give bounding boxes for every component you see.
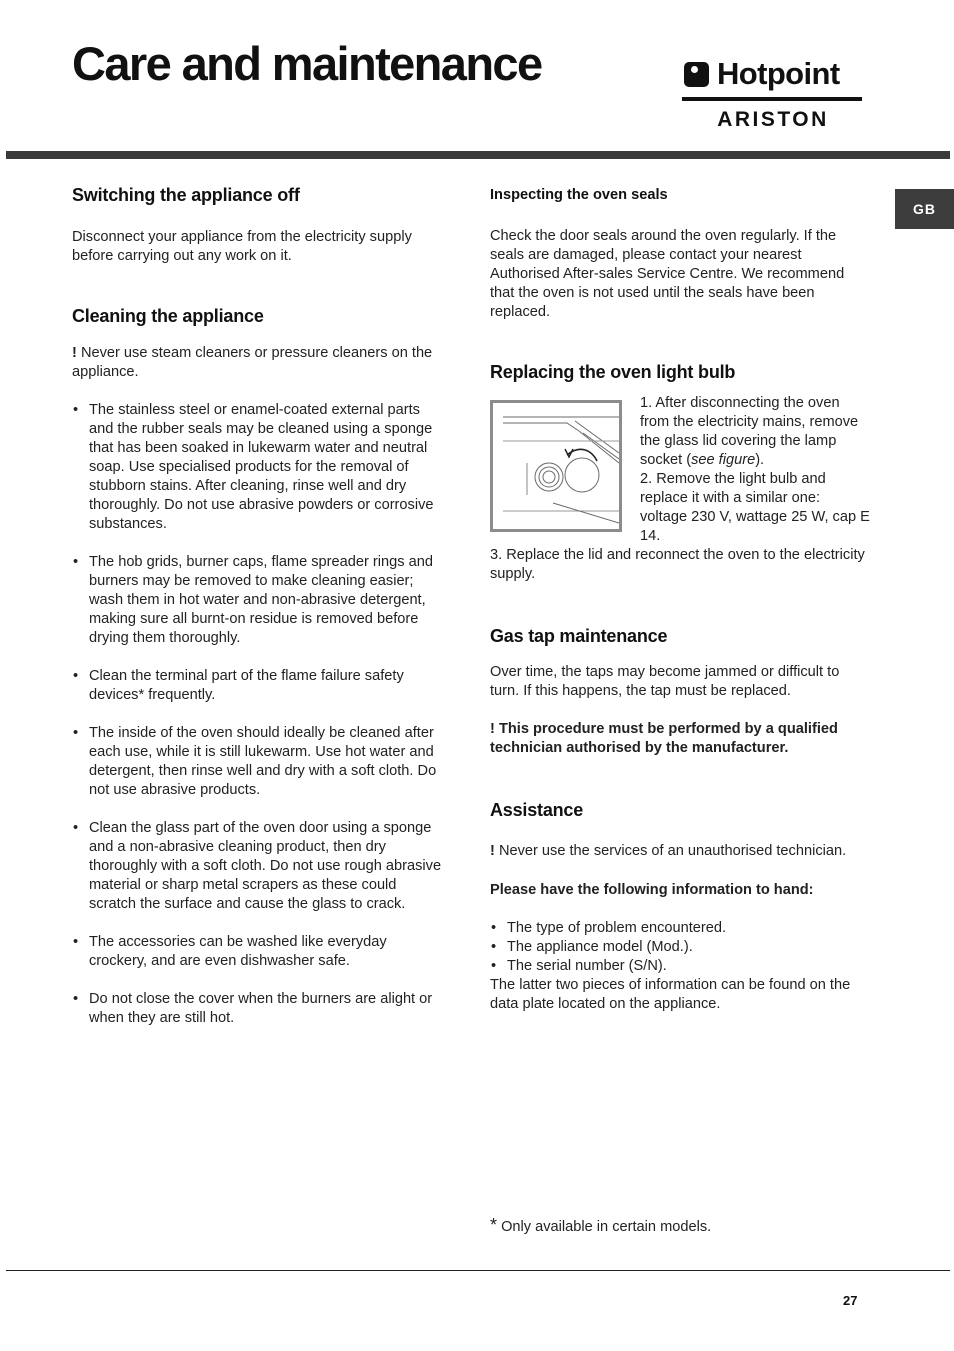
bulb-step-1: [640, 394, 870, 470]
oven-lamp-illustration-icon: [493, 403, 619, 529]
list-item: • The inside of the oven should ideally be cleaned after each use, while it is still lukewarm. Use hot water and detergent, then rinse well and dry with a soft cloth. Do not use abrasive products.: [72, 724, 442, 800]
bulb-step-1-text: 1. After disconnecting the oven from the electricity mains, remove the glass lid covering the lamp socket (: [640, 395, 859, 468]
warning-mark: !: [490, 721, 495, 737]
seals-text: Check the door seals around the oven regularly. If the seals are damaged, please contact your nearest Authorised After-sales Service Centre. We recommend that the oven is not used until the seals have been replaced.: [490, 228, 845, 320]
list-item: • Clean the glass part of the oven door using a sponge and a non-abrasive cleaning product, then dry thoroughly with a soft cloth. Do not use rough abrasive material or sharp metal scrapers as these could scratch the surface and cause the glass to crack.: [72, 819, 442, 914]
data-plate-note: The latter two pieces of information can be found on the data plate located on the appliance.: [490, 977, 851, 1012]
list-item: • The serial number (S/N).: [490, 957, 870, 976]
bulb-heading: Replacing the oven light bulb: [490, 362, 736, 382]
list-item: • Do not close the cover when the burners are alight or when they are still hot.: [72, 990, 442, 1028]
assistance-heading: Assistance: [490, 800, 584, 820]
left-column: [72, 184, 442, 1047]
page-title: Care and maintenance: [72, 37, 542, 90]
cleaning-heading: Cleaning the appliance: [72, 306, 264, 326]
list-item: • The accessories can be washed like everyday crockery, and are even dishwasher safe.: [72, 933, 442, 971]
right-column: [490, 184, 870, 1014]
logo-sub: ARISTON: [717, 108, 829, 131]
gas-heading: Gas tap maintenance: [490, 626, 668, 646]
cleaning-warning-text: Never use steam cleaners or pressure cleaners on the appliance.: [72, 345, 433, 380]
footer-rule: [6, 1270, 950, 1271]
footnote-text: Only available in certain models.: [501, 1219, 712, 1235]
cleaning-warning: [72, 344, 442, 382]
brand-logo: [682, 56, 864, 132]
switching-text: Disconnect your appliance from the electricity supply before carrying out any work on it.: [72, 229, 412, 264]
header-bar: [6, 151, 950, 159]
gas-warning-text: This procedure must be performed by a qualified technician authorised by the manufacturer.: [490, 721, 838, 756]
gas-text: Over time, the taps may become jammed or difficult to turn. If this happens, the tap must be replaced.: [490, 664, 840, 699]
bulb-steps: [640, 394, 870, 546]
language-tab: GB: [895, 189, 954, 229]
assistance-warning-text: Never use the services of an unauthorised technician.: [498, 843, 847, 859]
switching-heading: Switching the appliance off: [72, 185, 300, 205]
logo-brand: Hotpoint: [717, 56, 840, 91]
list-item: • The type of problem encountered.: [490, 919, 870, 938]
warning-mark: !: [490, 843, 495, 859]
footnote-mark: *: [490, 1215, 498, 1235]
list-item: • The stainless steel or enamel-coated external parts and the rubber seals may be cleaned using a sponge that has been soaked in lukewarm water and neutral soap. Use specialised products for the removal of stubborn stains. After cleaning, rinse well and dry thoroughly. Do not use abrasive powders or corrosive substances.: [72, 401, 442, 534]
list-item: • Clean the terminal part of the flame failure safety devices* frequently.: [72, 667, 442, 705]
bulb-step-2: 2. Remove the light bulb and replace it with a similar one: voltage 230 V, wattage 25 W, cap E 14.: [640, 471, 870, 544]
warning-mark: !: [72, 345, 77, 361]
gas-warning: [490, 720, 870, 758]
cleaning-list: [72, 401, 442, 1028]
oven-lamp-figure: [490, 400, 622, 532]
list-item: • The appliance model (Mod.).: [490, 938, 870, 957]
hotpoint-logo-icon: [684, 62, 709, 87]
assistance-warning: [490, 842, 870, 861]
logo-divider: [682, 97, 862, 101]
list-item: • The hob grids, burner caps, flame spreader rings and burners may be removed to make cleaning easier; wash them in hot water and non-abrasive detergent, making sure all burnt-on residue is removed before drying them thoroughly.: [72, 553, 442, 648]
info-heading: Please have the following information to hand:: [490, 882, 814, 898]
bulb-step-1-end: ).: [755, 452, 765, 468]
seals-heading: Inspecting the oven seals: [490, 187, 668, 203]
bulb-figure-row: [490, 397, 870, 546]
bulb-step-3: 3. Replace the lid and reconnect the oven to the electricity supply.: [490, 547, 865, 582]
info-list: [490, 919, 870, 976]
page-number: 27: [843, 1293, 858, 1308]
footnote: [490, 1215, 711, 1236]
see-figure-ref: see figure: [691, 452, 756, 468]
